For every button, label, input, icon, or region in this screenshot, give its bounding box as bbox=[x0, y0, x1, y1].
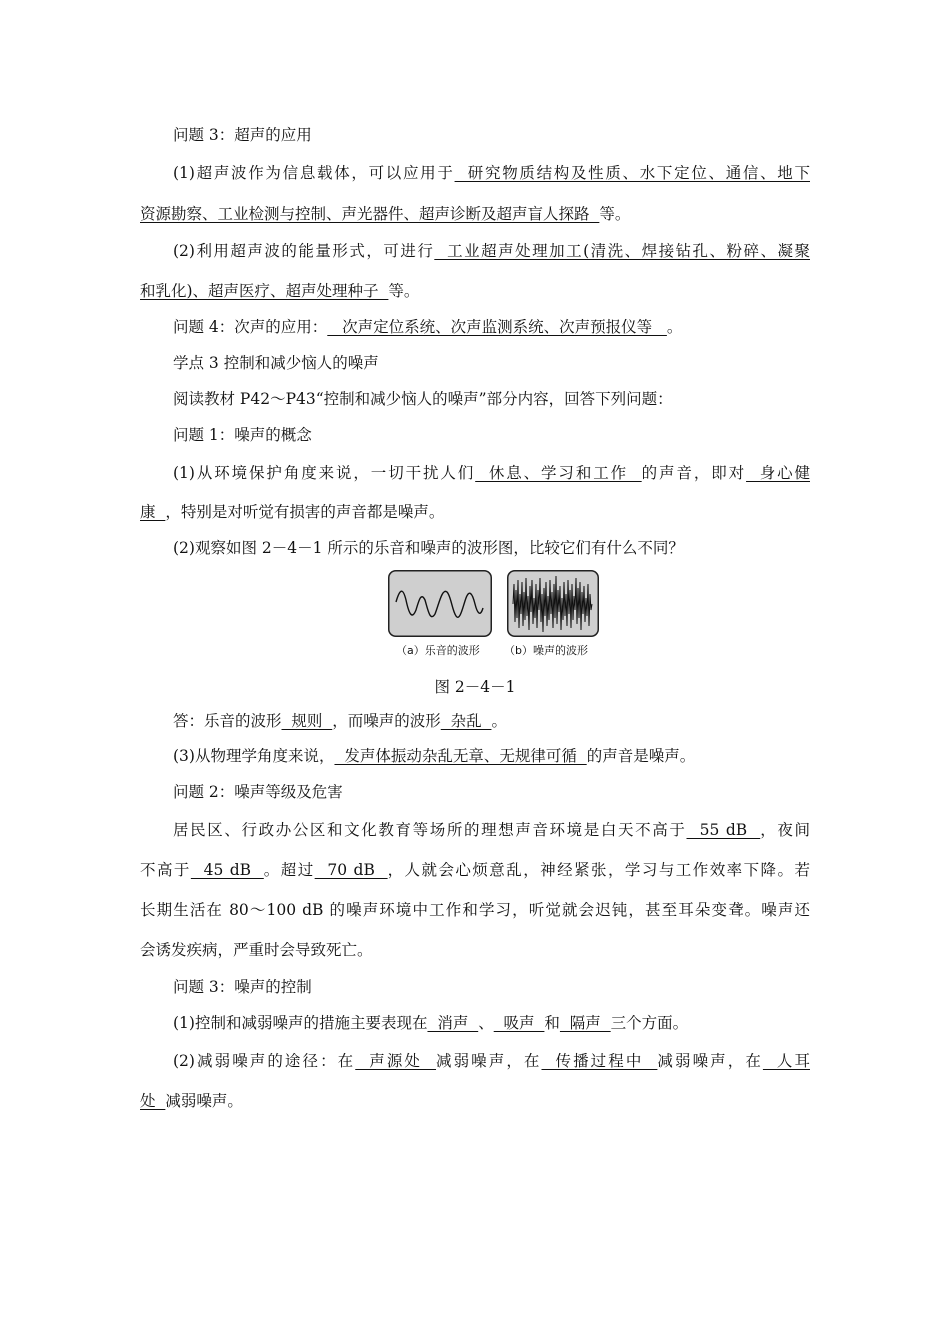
q4-line: 问题 4：次声的应用： 次声定位系统、次声监测系统、次声预报仪等 。 bbox=[173, 318, 683, 336]
noise-q1-answer: 答：乐音的波形 规则 ，而噪声的波形 杂乱 。 bbox=[173, 712, 507, 730]
noise-q2-line3: 长期生活在 80～100 dB 的噪声环境中工作和学习，听觉就会迟钝，甚至耳朵变聋。噪声还 bbox=[140, 901, 810, 919]
noise-q1-item1-line2: 康 ，特别是对听觉有损害的声音都是噪声。 bbox=[140, 503, 445, 521]
noise-q3-item1: (1)控制和减弱噪声的措施主要表现在 消声 、 吸声 和 隔声 三个方面。 bbox=[173, 1014, 689, 1032]
q3-item1-line1: (1)超声波作为信息载体，可以应用于 研究物质结构及性质、水下定位、通信、地下 bbox=[173, 164, 810, 182]
fill-blank: 研究物质结构及性质、水下定位、通信、地下 bbox=[454, 164, 810, 182]
fill-blank: 杂乱 bbox=[440, 712, 492, 730]
fill-blank: 休息、学习和工作 bbox=[475, 464, 642, 482]
noise-q1-heading: 问题 1：噪声的概念 bbox=[173, 426, 312, 444]
fill-blank: 发声体振动杂乱无章、无规律可循 bbox=[334, 747, 587, 765]
noise-q3-heading: 问题 3：噪声的控制 bbox=[173, 978, 312, 996]
noise-q1-item3: (3)从物理学角度来说， 发声体振动杂乱无章、无规律可循 的声音是噪声。 bbox=[173, 747, 696, 765]
fill-blank: 身心健 bbox=[746, 464, 810, 482]
fill-blank: 45 dB bbox=[190, 861, 264, 879]
fill-blank: 隔声 bbox=[559, 1014, 611, 1032]
figure-label: 图 2－4－1 bbox=[434, 678, 516, 696]
caption-musical-tone: （a）乐音的波形 bbox=[396, 644, 480, 657]
fill-blank: 处 bbox=[140, 1092, 166, 1110]
fill-blank: 55 dB bbox=[686, 821, 761, 839]
noise-q2-line2: 不高于 45 dB 。超过 70 dB ，人就会心烦意乱，神经紧张，学习与工作效率下降。若 bbox=[140, 861, 810, 879]
noise-waveform bbox=[501, 570, 605, 637]
fill-blank: 资源勘察、工业检测与控制、声光器件、超声诊断及超声盲人探路 bbox=[140, 205, 600, 223]
fill-blank: 人耳 bbox=[762, 1052, 810, 1070]
section-intro: 阅读教材 P42～P43“控制和减少恼人的噪声”部分内容，回答下列问题： bbox=[173, 390, 673, 408]
waveform-figure bbox=[388, 570, 593, 660]
q3-item2-line2: 和乳化)、超声医疗、超声处理种子 等。 bbox=[140, 282, 420, 300]
q3-item1-line2: 资源勘察、工业检测与控制、声光器件、超声诊断及超声盲人探路 等。 bbox=[140, 205, 631, 223]
noise-q1-item1-line1: (1)从环境保护角度来说，一切干扰人们 休息、学习和工作 的声音，即对 身心健 bbox=[173, 464, 810, 482]
noise-q3-item2-line2: 处 减弱噪声。 bbox=[140, 1092, 243, 1110]
fill-blank: 工业超声处理加工(清洗、焊接钻孔、粉碎、凝聚 bbox=[434, 242, 810, 260]
fill-blank: 70 dB bbox=[314, 861, 388, 879]
fill-blank: 消声 bbox=[427, 1014, 479, 1032]
fill-blank: 和乳化)、超声医疗、超声处理种子 bbox=[140, 282, 389, 300]
noise-q1-item2: (2)观察如图 2－4－1 所示的乐音和噪声的波形图，比较它们有什么不同？ bbox=[173, 539, 684, 557]
fill-blank: 次声定位系统、次声监测系统、次声预报仪等 bbox=[327, 318, 667, 336]
q3-heading: 问题 3：超声的应用 bbox=[173, 126, 312, 144]
fill-blank: 吸声 bbox=[493, 1014, 545, 1032]
fill-blank: 传播过程中 bbox=[541, 1052, 658, 1070]
noise-q2-heading: 问题 2：噪声等级及危害 bbox=[173, 783, 343, 801]
caption-noise: （b）噪声的波形 bbox=[504, 644, 588, 657]
noise-q2-line1: 居民区、行政办公区和文化教育等场所的理想声音环境是白天不高于 55 dB ，夜间 bbox=[173, 821, 810, 839]
fill-blank: 规则 bbox=[281, 712, 333, 730]
fill-blank: 康 bbox=[140, 503, 166, 521]
section-title: 学点 3 控制和减少恼人的噪声 bbox=[173, 354, 379, 372]
noise-q3-item2-line1: (2)减弱噪声的途径：在 声源处 减弱噪声，在 传播过程中 减弱噪声，在 人耳 bbox=[173, 1052, 810, 1070]
musical-tone-waveform bbox=[388, 570, 492, 637]
q3-item2-line1: (2)利用超声波的能量形式，可进行 工业超声处理加工(清洗、焊接钻孔、粉碎、凝聚 bbox=[173, 242, 810, 260]
fill-blank: 声源处 bbox=[355, 1052, 437, 1070]
noise-q2-line4: 会诱发疾病，严重时会导致死亡。 bbox=[140, 941, 373, 959]
